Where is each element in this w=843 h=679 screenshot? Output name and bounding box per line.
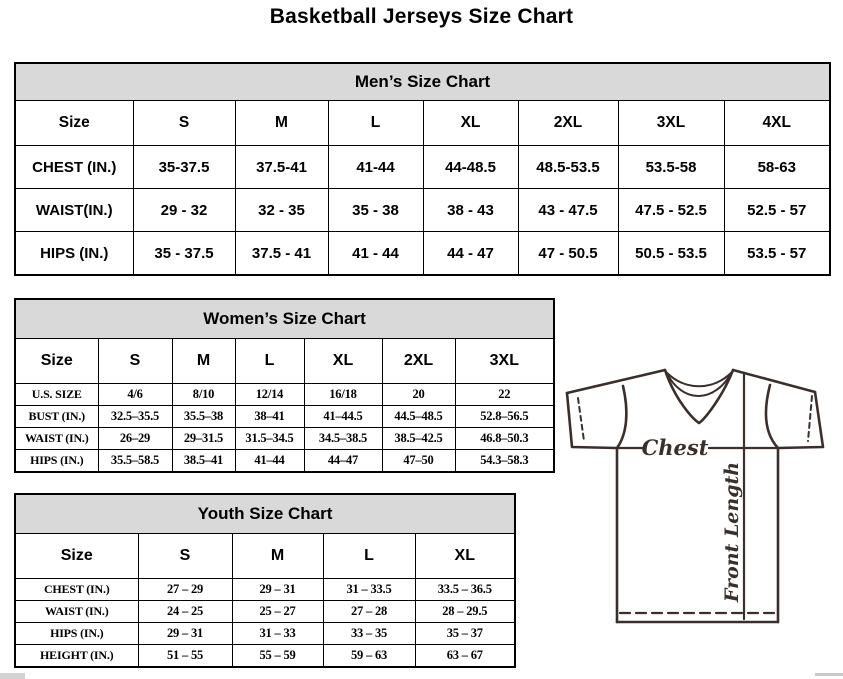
jersey-left-sleeve bbox=[567, 393, 617, 448]
size-value: 38 - 43 bbox=[423, 189, 518, 232]
row-label: WAIST (IN.) bbox=[15, 428, 98, 450]
size-value: 44 - 47 bbox=[423, 232, 518, 276]
size-value: 33 – 35 bbox=[323, 623, 415, 645]
table-row bbox=[15, 450, 554, 473]
table-row bbox=[15, 232, 830, 276]
size-value: 29 - 32 bbox=[133, 189, 235, 232]
page-title: Basketball Jerseys Size Chart bbox=[269, 5, 574, 28]
mens-size-table bbox=[14, 62, 829, 276]
size-value: 26–29 bbox=[98, 428, 172, 450]
size-value: 53.5-58 bbox=[618, 146, 724, 189]
size-value: 34.5–38.5 bbox=[304, 428, 382, 450]
size-value: 41–44.5 bbox=[304, 406, 382, 428]
size-value: 35-37.5 bbox=[133, 146, 235, 189]
size-value: 24 – 25 bbox=[138, 601, 232, 623]
jersey-left-cuff-dashed-line bbox=[578, 398, 584, 441]
column-header: Size bbox=[15, 339, 98, 384]
row-label: CHEST (IN.) bbox=[15, 579, 138, 601]
size-value: 48.5-53.5 bbox=[518, 146, 618, 189]
size-value: 38.5–42.5 bbox=[382, 428, 455, 450]
horizontal-scrollbar-fragment-right[interactable] bbox=[815, 673, 843, 676]
size-value: 47.5 - 52.5 bbox=[618, 189, 724, 232]
size-value: 35.5–58.5 bbox=[98, 450, 172, 473]
table-row bbox=[15, 406, 554, 428]
jersey-right-shoulder bbox=[733, 370, 815, 392]
table-title: Women’s Size Chart bbox=[15, 299, 554, 339]
size-value: 31 – 33 bbox=[232, 623, 323, 645]
size-value: 51 – 55 bbox=[138, 645, 232, 668]
size-value: 4/6 bbox=[98, 384, 172, 406]
row-label: HIPS (IN.) bbox=[15, 450, 98, 473]
jersey-right-sleeve-seam bbox=[766, 385, 778, 448]
column-header: Size bbox=[15, 101, 133, 146]
size-value: 52.5 - 57 bbox=[724, 189, 830, 232]
jersey-right-sleeve bbox=[778, 392, 823, 448]
size-value: 38–41 bbox=[235, 406, 304, 428]
table-row bbox=[15, 623, 515, 645]
table-row bbox=[15, 601, 515, 623]
size-value: 44-48.5 bbox=[423, 146, 518, 189]
table-row bbox=[15, 146, 830, 189]
column-header: XL bbox=[415, 534, 515, 579]
table-title: Youth Size Chart bbox=[15, 494, 515, 534]
size-value: 54.3–58.3 bbox=[455, 450, 554, 473]
size-value: 37.5-41 bbox=[235, 146, 328, 189]
size-value: 32 - 35 bbox=[235, 189, 328, 232]
size-value: 63 – 67 bbox=[415, 645, 515, 668]
size-value: 25 – 27 bbox=[232, 601, 323, 623]
size-value: 29 – 31 bbox=[232, 579, 323, 601]
table-row bbox=[15, 189, 830, 232]
size-value: 32.5–35.5 bbox=[98, 406, 172, 428]
column-header: 3XL bbox=[618, 101, 724, 146]
size-value: 44.5–48.5 bbox=[382, 406, 455, 428]
size-value: 59 – 63 bbox=[323, 645, 415, 668]
row-label: HIPS (IN.) bbox=[15, 623, 138, 645]
size-value: 20 bbox=[382, 384, 455, 406]
jersey-left-shoulder bbox=[567, 370, 665, 393]
size-value: 58-63 bbox=[724, 146, 830, 189]
size-value: 35 - 38 bbox=[328, 189, 423, 232]
column-header: Size bbox=[15, 534, 138, 579]
row-label: U.S. SIZE bbox=[15, 384, 98, 406]
column-header: M bbox=[235, 101, 328, 146]
size-value: 16/18 bbox=[304, 384, 382, 406]
column-header: 3XL bbox=[455, 339, 554, 384]
size-value: 41–44 bbox=[235, 450, 304, 473]
size-value: 35.5–38 bbox=[172, 406, 235, 428]
size-value: 27 – 29 bbox=[138, 579, 232, 601]
size-value: 8/10 bbox=[172, 384, 235, 406]
table-row bbox=[15, 645, 515, 668]
row-label: CHEST (IN.) bbox=[15, 146, 133, 189]
size-value: 46.8–50.3 bbox=[455, 428, 554, 450]
column-header: 4XL bbox=[724, 101, 830, 146]
row-label: WAIST (IN.) bbox=[15, 601, 138, 623]
column-header: L bbox=[235, 339, 304, 384]
size-value: 33.5 – 36.5 bbox=[415, 579, 515, 601]
size-value: 27 – 28 bbox=[323, 601, 415, 623]
size-value: 12/14 bbox=[235, 384, 304, 406]
table-row bbox=[15, 384, 554, 406]
size-value: 38.5–41 bbox=[172, 450, 235, 473]
size-value: 37.5 - 41 bbox=[235, 232, 328, 276]
size-value: 55 – 59 bbox=[232, 645, 323, 668]
column-header: XL bbox=[304, 339, 382, 384]
jersey-measurement-diagram bbox=[557, 362, 843, 628]
size-value: 52.8–56.5 bbox=[455, 406, 554, 428]
size-value: 31.5–34.5 bbox=[235, 428, 304, 450]
size-value: 41 - 44 bbox=[328, 232, 423, 276]
table-row bbox=[15, 428, 554, 450]
size-value: 28 – 29.5 bbox=[415, 601, 515, 623]
size-value: 44–47 bbox=[304, 450, 382, 473]
youth-size-table bbox=[14, 493, 514, 668]
size-value: 29–31.5 bbox=[172, 428, 235, 450]
jersey-right-cuff-dashed-line bbox=[808, 396, 812, 441]
row-label: HEIGHT (IN.) bbox=[15, 645, 138, 668]
table-row bbox=[15, 579, 515, 601]
size-value: 31 – 33.5 bbox=[323, 579, 415, 601]
column-header: S bbox=[98, 339, 172, 384]
column-header: L bbox=[328, 101, 423, 146]
column-header: M bbox=[232, 534, 323, 579]
row-label: HIPS (IN.) bbox=[15, 232, 133, 276]
horizontal-scrollbar-fragment-left[interactable] bbox=[0, 673, 25, 679]
row-label: BUST (IN.) bbox=[15, 406, 98, 428]
size-value: 35 - 37.5 bbox=[133, 232, 235, 276]
column-header: M bbox=[172, 339, 235, 384]
column-header: S bbox=[133, 101, 235, 146]
size-value: 50.5 - 53.5 bbox=[618, 232, 724, 276]
column-header: S bbox=[138, 534, 232, 579]
size-value: 35 – 37 bbox=[415, 623, 515, 645]
front-length-label: Front Length bbox=[721, 461, 743, 603]
column-header: 2XL bbox=[382, 339, 455, 384]
column-header: L bbox=[323, 534, 415, 579]
size-value: 47–50 bbox=[382, 450, 455, 473]
size-value: 47 - 50.5 bbox=[518, 232, 618, 276]
size-value: 43 - 47.5 bbox=[518, 189, 618, 232]
column-header: 2XL bbox=[518, 101, 618, 146]
jersey-left-sleeve-seam bbox=[617, 386, 626, 448]
size-value: 22 bbox=[455, 384, 554, 406]
size-value: 41-44 bbox=[328, 146, 423, 189]
chest-label: Chest bbox=[641, 435, 709, 460]
womens-size-table bbox=[14, 298, 553, 473]
column-header: XL bbox=[423, 101, 518, 146]
size-value: 29 – 31 bbox=[138, 623, 232, 645]
table-title: Men’s Size Chart bbox=[15, 63, 830, 101]
size-value: 53.5 - 57 bbox=[724, 232, 830, 276]
row-label: WAIST(IN.) bbox=[15, 189, 133, 232]
